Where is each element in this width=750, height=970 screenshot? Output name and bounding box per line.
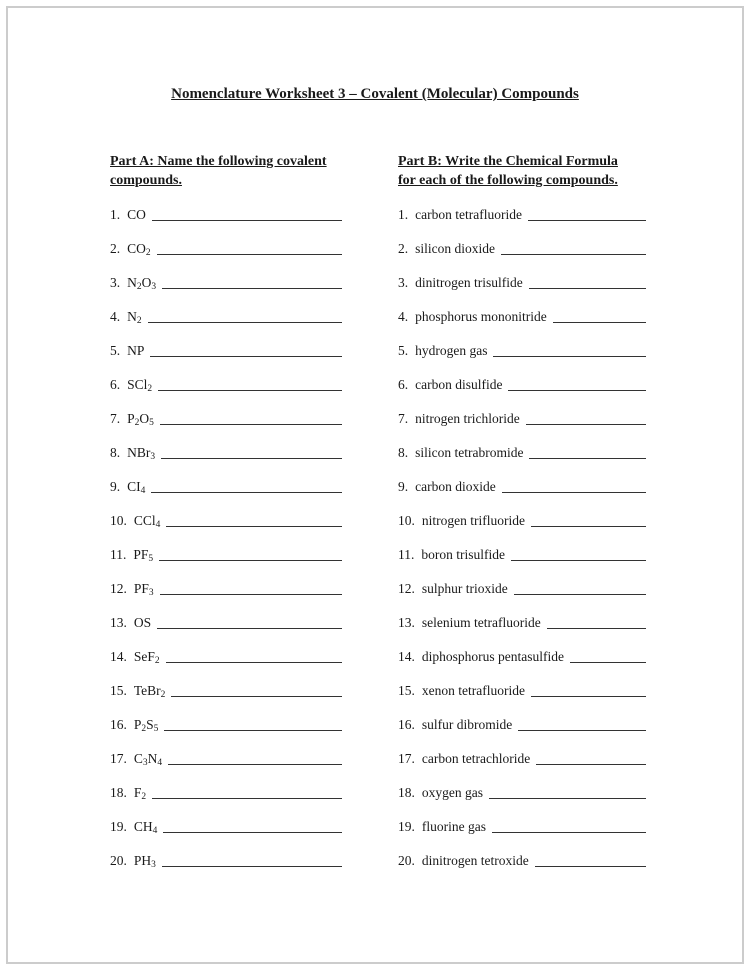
chemical-formula: $CI_4$ xyxy=(127,479,146,497)
answer-blank xyxy=(166,648,342,663)
chemical-formula: NP xyxy=(127,343,145,358)
worksheet-item xyxy=(398,274,646,308)
answer-blank xyxy=(535,852,646,867)
compound-name: sulfur dibromide xyxy=(421,717,513,732)
worksheet-item xyxy=(110,478,342,512)
item-number: 6. xyxy=(398,377,409,392)
chemical-formula: $PF_5$ xyxy=(133,547,154,565)
worksheet-item xyxy=(110,580,342,614)
item-number: 3. xyxy=(110,275,121,290)
worksheet-item xyxy=(110,716,342,750)
part-a-list xyxy=(110,206,342,886)
item-number: 2. xyxy=(110,241,121,256)
item-number: 20. xyxy=(110,853,127,868)
answer-blank xyxy=(166,512,342,527)
item-number: 10. xyxy=(110,513,127,528)
answer-blank xyxy=(529,444,646,459)
item-number: 14. xyxy=(398,649,415,664)
worksheet-item xyxy=(110,682,342,716)
chemical-formula: SCl$_2$ xyxy=(127,377,153,395)
worksheet-item xyxy=(398,818,646,852)
answer-blank xyxy=(150,342,342,357)
item-number: 8. xyxy=(398,445,409,460)
answer-blank xyxy=(162,274,342,289)
answer-blank xyxy=(514,580,646,595)
item-number: 18. xyxy=(398,785,415,800)
worksheet-item xyxy=(110,546,342,580)
worksheet-item xyxy=(110,240,342,274)
compound-name: diphosphorus pentasulfide xyxy=(421,649,564,664)
compound-name: carbon disulfide xyxy=(415,377,503,392)
answer-blank xyxy=(160,580,342,595)
compound-name: silicon tetrabromide xyxy=(415,445,524,460)
item-number: 3. xyxy=(398,275,409,290)
item-number: 1. xyxy=(398,207,409,222)
worksheet-item xyxy=(110,410,342,444)
worksheet-item xyxy=(110,818,342,852)
item-number: 2. xyxy=(398,241,409,256)
item-number: 13. xyxy=(398,615,415,630)
compound-name: carbon tetrafluoride xyxy=(415,207,522,222)
item-number: 9. xyxy=(398,479,409,494)
item-number: 19. xyxy=(110,819,127,834)
item-number: 5. xyxy=(398,343,409,358)
answer-blank xyxy=(508,376,646,391)
answer-blank xyxy=(526,410,646,425)
item-number: 7. xyxy=(398,411,409,426)
item-number: 11. xyxy=(398,547,415,562)
chemical-formula: CCl$_4$ xyxy=(133,513,161,531)
answer-blank xyxy=(157,240,342,255)
part-b-list xyxy=(398,206,646,886)
worksheet-item xyxy=(398,682,646,716)
answer-blank xyxy=(152,206,342,221)
item-number: 7. xyxy=(110,411,121,426)
answer-blank xyxy=(547,614,646,629)
chemical-formula: $N_2O_3$ xyxy=(127,275,157,293)
answer-blank xyxy=(518,716,646,731)
answer-blank xyxy=(529,274,646,289)
compound-name: dinitrogen trisulfide xyxy=(415,275,523,290)
chemical-formula: $PF_3$ xyxy=(133,581,154,599)
answer-blank xyxy=(493,342,646,357)
worksheet-item xyxy=(398,750,646,784)
chemical-formula: $F_2$ xyxy=(133,785,147,803)
chemical-formula: NBr$_3$ xyxy=(127,445,156,463)
part-b-heading xyxy=(398,152,646,190)
item-number: 4. xyxy=(110,309,121,324)
answer-blank xyxy=(168,750,342,765)
worksheet-item xyxy=(110,852,342,886)
worksheet-item xyxy=(398,580,646,614)
item-number: 9. xyxy=(110,479,121,494)
worksheet-item xyxy=(110,376,342,410)
compound-name: nitrogen trichloride xyxy=(415,411,520,426)
answer-blank xyxy=(158,376,342,391)
worksheet-item xyxy=(110,206,342,240)
item-number: 12. xyxy=(110,581,127,596)
compound-name: hydrogen gas xyxy=(415,343,488,358)
part-a-column xyxy=(110,152,342,886)
worksheet-item xyxy=(398,206,646,240)
answer-blank xyxy=(163,818,342,833)
worksheet-item xyxy=(110,614,342,648)
part-a-heading-line2: compounds. xyxy=(110,173,182,188)
answer-blank xyxy=(162,852,342,867)
item-number: 18. xyxy=(110,785,127,800)
item-number: 16. xyxy=(398,717,415,732)
compound-name: nitrogen trifluoride xyxy=(421,513,525,528)
chemical-formula: OS xyxy=(133,615,152,630)
answer-blank xyxy=(171,682,342,697)
compound-name: oxygen gas xyxy=(421,785,483,800)
worksheet-item xyxy=(398,648,646,682)
chemical-formula: $CH_4$ xyxy=(133,819,158,837)
worksheet-item xyxy=(110,750,342,784)
chemical-formula: $P_2S_5$ xyxy=(133,717,159,735)
worksheet-item xyxy=(398,410,646,444)
answer-blank xyxy=(164,716,342,731)
worksheet-item xyxy=(110,274,342,308)
answer-blank xyxy=(152,784,342,799)
chemical-formula: SeF$_2$ xyxy=(133,649,160,667)
compound-name: sulphur trioxide xyxy=(421,581,508,596)
chemical-formula: TeBr$_2$ xyxy=(133,683,166,701)
chemical-formula: $PH_3$ xyxy=(133,853,156,871)
item-number: 4. xyxy=(398,309,409,324)
item-number: 10. xyxy=(398,513,415,528)
part-a-heading-line1: Part A: Name the following covalent xyxy=(110,154,327,169)
answer-blank xyxy=(151,478,342,493)
item-number: 20. xyxy=(398,853,415,868)
worksheet-item xyxy=(398,614,646,648)
part-b-column xyxy=(398,152,646,886)
answer-blank xyxy=(148,308,342,323)
item-number: 14. xyxy=(110,649,127,664)
compound-name: carbon dioxide xyxy=(415,479,496,494)
item-number: 5. xyxy=(110,343,121,358)
worksheet-item xyxy=(110,444,342,478)
item-number: 1. xyxy=(110,207,121,222)
worksheet-item xyxy=(398,376,646,410)
compound-name: phosphorus mononitride xyxy=(415,309,547,324)
item-number: 15. xyxy=(110,683,127,698)
answer-blank xyxy=(492,818,646,833)
worksheet-item xyxy=(110,342,342,376)
item-number: 6. xyxy=(110,377,121,392)
answer-blank xyxy=(531,682,646,697)
worksheet-item xyxy=(398,342,646,376)
part-b-heading-line1: Part B: Write the Chemical Formula xyxy=(398,154,618,169)
answer-blank xyxy=(159,546,342,561)
answer-blank xyxy=(501,240,646,255)
chemical-formula: CO xyxy=(127,207,146,222)
answer-blank xyxy=(160,410,342,425)
worksheet-item xyxy=(398,784,646,818)
worksheet-item xyxy=(110,784,342,818)
worksheet-item xyxy=(398,852,646,886)
chemical-formula: $C_3N_4$ xyxy=(133,751,163,769)
compound-name: dinitrogen tetroxide xyxy=(421,853,529,868)
answer-blank xyxy=(531,512,646,527)
part-a-heading xyxy=(110,152,342,190)
worksheet-item xyxy=(398,478,646,512)
worksheet-item xyxy=(110,512,342,546)
answer-blank xyxy=(511,546,646,561)
compound-name: selenium tetrafluoride xyxy=(421,615,541,630)
item-number: 12. xyxy=(398,581,415,596)
chemical-formula: $N_2$ xyxy=(127,309,142,327)
compound-name: carbon tetrachloride xyxy=(421,751,531,766)
worksheet-item xyxy=(398,512,646,546)
worksheet-item xyxy=(398,240,646,274)
worksheet-item xyxy=(110,308,342,342)
chemical-formula: $P_2O_5$ xyxy=(127,411,154,429)
worksheet-item xyxy=(398,308,646,342)
item-number: 17. xyxy=(110,751,127,766)
answer-blank xyxy=(502,478,646,493)
answer-blank xyxy=(528,206,646,221)
item-number: 19. xyxy=(398,819,415,834)
answer-blank xyxy=(157,614,342,629)
answer-blank xyxy=(161,444,342,459)
item-number: 17. xyxy=(398,751,415,766)
item-number: 13. xyxy=(110,615,127,630)
answer-blank xyxy=(536,750,646,765)
item-number: 11. xyxy=(110,547,127,562)
answer-blank xyxy=(489,784,646,799)
answer-blank xyxy=(570,648,646,663)
item-number: 8. xyxy=(110,445,121,460)
compound-name: boron trisulfide xyxy=(421,547,505,562)
answer-blank xyxy=(553,308,646,323)
worksheet-item xyxy=(398,444,646,478)
worksheet-item xyxy=(110,648,342,682)
item-number: 16. xyxy=(110,717,127,732)
part-b-heading-line2: for each of the following compounds. xyxy=(398,173,618,188)
worksheet-item xyxy=(398,716,646,750)
compound-name: fluorine gas xyxy=(421,819,486,834)
page-title: Nomenclature Worksheet 3 – Covalent (Molecular) Compounds xyxy=(171,86,579,102)
chemical-formula: $CO_2$ xyxy=(127,241,151,259)
compound-name: silicon dioxide xyxy=(415,241,495,256)
compound-name: xenon tetrafluoride xyxy=(421,683,525,698)
item-number: 15. xyxy=(398,683,415,698)
worksheet-item xyxy=(398,546,646,580)
